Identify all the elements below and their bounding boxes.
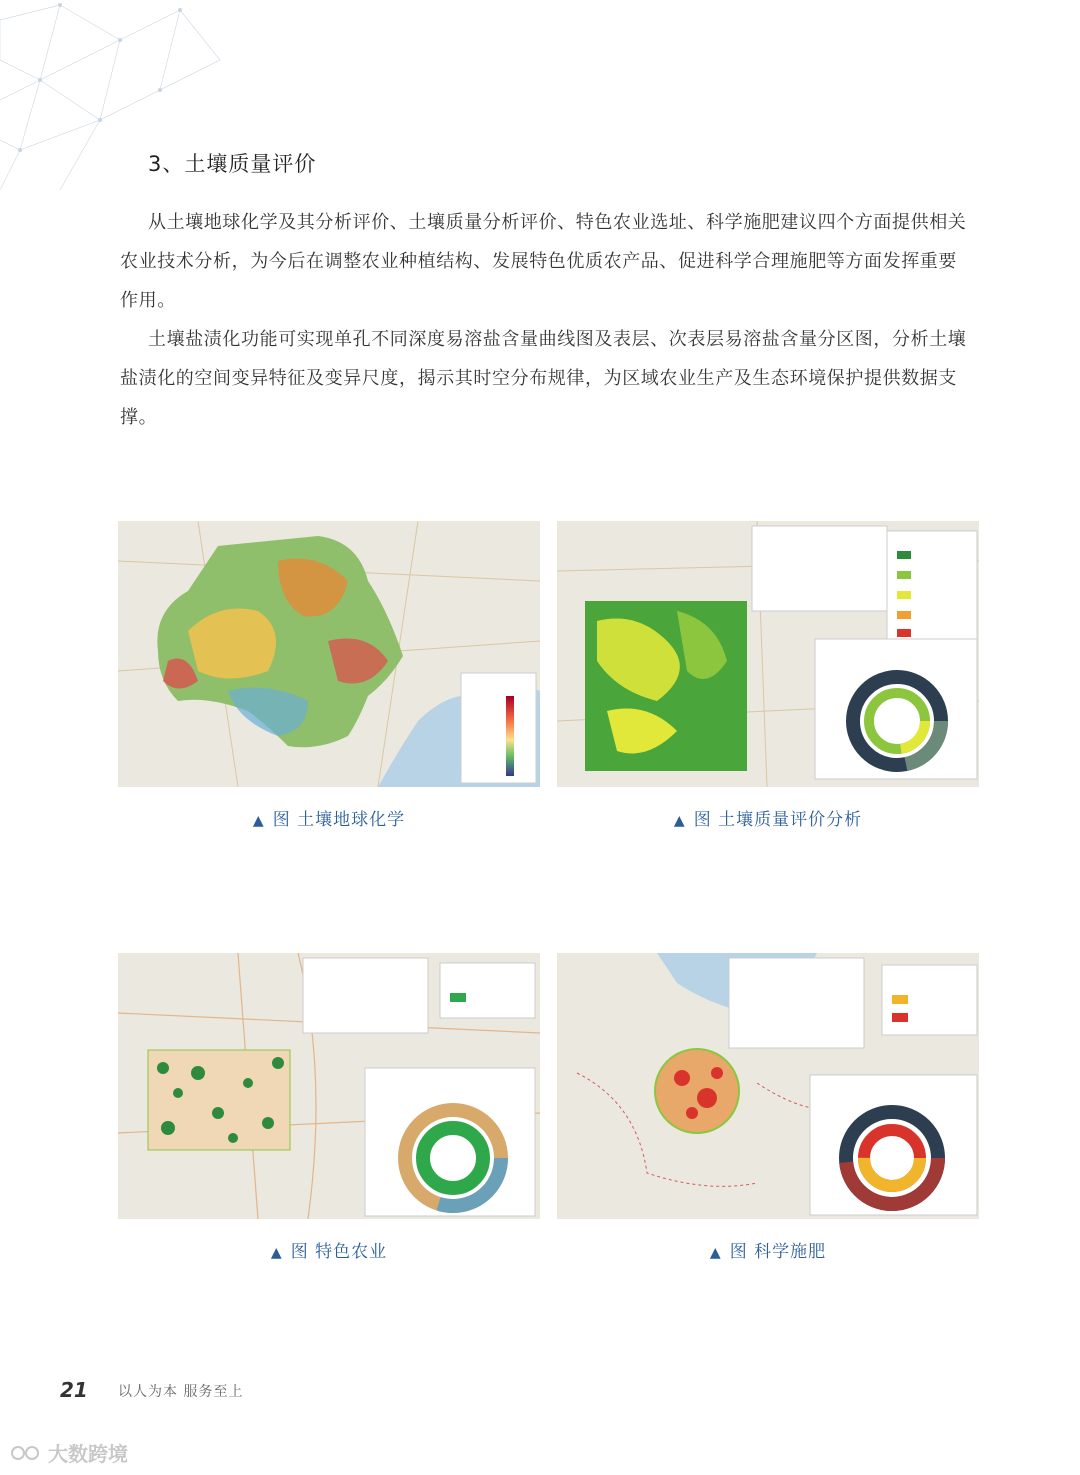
caption-scientific-fertilization: ▲ 图 科学施肥: [709, 1242, 827, 1262]
paragraph-overview: 从土壤地球化学及其分析评价、土壤质量分析评价、特色农业选址、科学施肥建议四个方面提供相关农业技术分析，为今后在调整农业种植结构、发展特色优质农产品、促进科学合理施肥等方面发挥重要作用。: [120, 212, 967, 311]
caption-soil-quality: ▲ 图 土壤质量评价分析: [673, 810, 863, 830]
map-icon: [118, 521, 540, 787]
map-icon: [557, 521, 979, 787]
caption-soil-geochemistry: ▲ 图 土壤地球化学: [252, 810, 406, 830]
watermark: [10, 1438, 128, 1467]
watermark-text: 大数跨境: [48, 1442, 128, 1466]
map-icon: [557, 953, 979, 1219]
figure-specialty-agriculture: [118, 953, 540, 1219]
figure-soil-quality: [557, 521, 979, 787]
triangle-icon: ▲: [673, 813, 686, 829]
map-icon: [118, 953, 540, 1219]
paragraph-salinization: 土壤盐渍化功能可实现单孔不同深度易溶盐含量曲线图及表层、次表层易溶盐含量分区图，分析土壤盐渍化的空间变异特征及变异尺度，揭示其时空分布规律，为区域农业生产及生态环境保护提供数据支撑。: [120, 329, 967, 428]
page-number: 21: [60, 1378, 88, 1402]
triangle-icon: ▲: [270, 1245, 283, 1261]
footer-slogan: 以人为本 服务至上: [118, 1384, 244, 1400]
watermark-logo-icon: [10, 1441, 44, 1465]
caption-specialty-agriculture: ▲ 图 特色农业: [270, 1242, 388, 1262]
triangle-icon: ▲: [709, 1245, 722, 1261]
figure-soil-geochemistry: [118, 521, 540, 787]
section-title: 3、土壤质量评价: [148, 152, 317, 176]
figure-scientific-fertilization: [557, 953, 979, 1219]
triangle-icon: ▲: [252, 813, 265, 829]
